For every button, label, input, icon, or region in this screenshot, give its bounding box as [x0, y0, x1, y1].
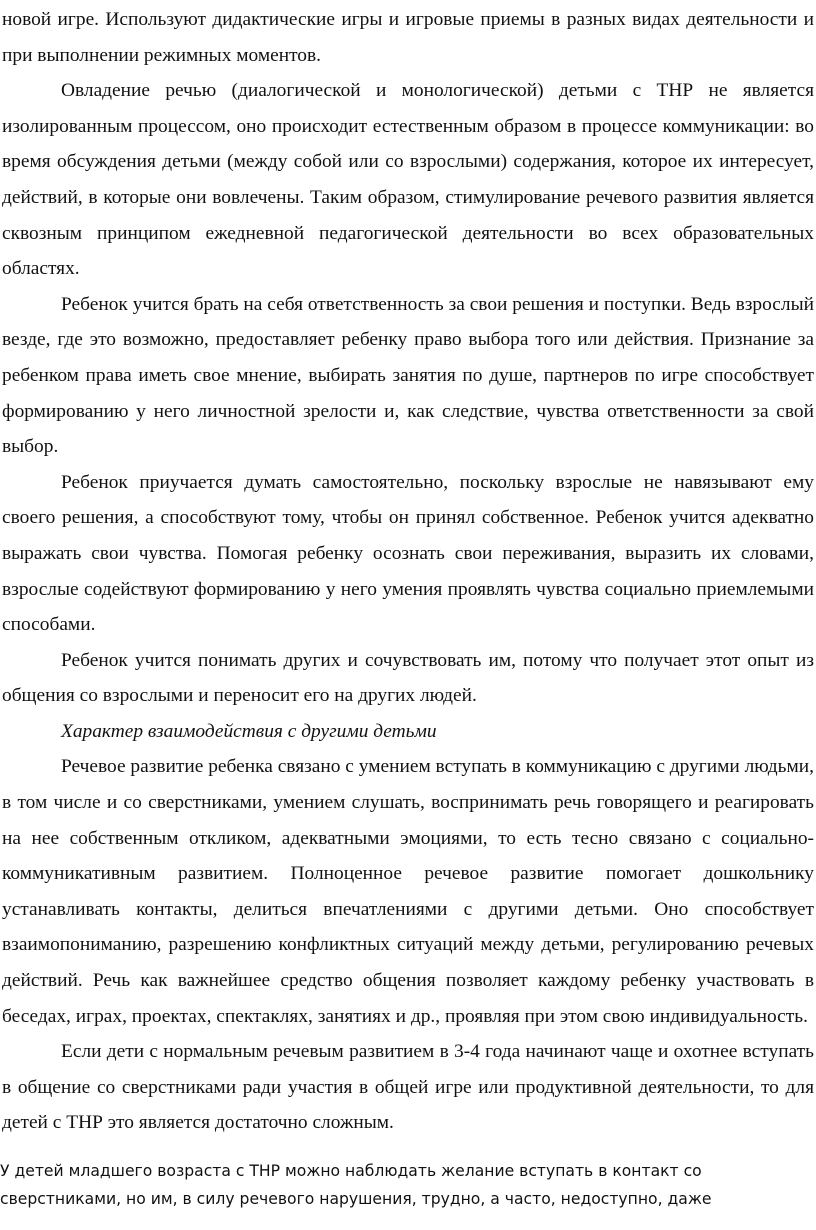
paragraph-7: Если дети с нормальным речевым развитием в 3-4 года начинают чаще и охотнее вступать в общение со сверстниками ради участия в общей игре или продуктивной деятельности, то для детей с ТНР это является достаточно сложным. [2, 1041, 814, 1134]
section-heading: Характер взаимодействия с другими детьми [61, 720, 437, 742]
paragraph-2: Овладение речью (диалогической и монологической) детьми с ТНР не является изолированным процессом, оно происходит естественным образом в процессе коммуникации: во время обсуждения детьми (между собой или со взрослыми) содержания, которое их интересует, действий, в которые они вовлечены. Таким образом, стимулирование речевого развития является сквозным принципом ежедневной педагогической деятельности во всех образовательных областях. [2, 80, 814, 280]
paragraph-1: новой игре. Используют дидактические игры и игровые приемы в разных видах деятельности и при выполнении режимных моментов. [2, 9, 814, 66]
footer-text-block [0, 1157, 812, 1213]
paragraph-4: Ребенок приучается думать самостоятельно, поскольку взрослые не навязывают ему своего решения, а способствуют тому, чтобы он принял собственное. Ребенок учится адекватно выражать свои чувства. Помогая ребенку осознать свои переживания, выразить их словами, взрослые содействуют формированию у него умения проявлять чувства социально приемлемыми способами. [2, 471, 814, 636]
paragraph-6: Речевое развитие ребенка связано с умением вступать в коммуникацию с другими людьми, в том числе и со сверстниками, умением слушать, воспринимать речь говорящего и реагировать на нее собственным откликом, адекватными эмоциями, то есть тесно связано с социально-коммуникативным развитием. Полноценное речевое развитие помогает дошкольнику устанавливать контакты, делиться впечатлениями с другими детьми. Оно способствует взаимопониманию, разрешению конфликтных ситуаций между детьми, регулированию речевых действий. Речь как важнейшее средство общения позволяет каждому ребенку участвовать в беседах, играх, проектах, спектаклях, занятиях и др., проявляя при этом свою индивидуальность. [2, 756, 815, 1027]
paragraph-5: Ребенок учится понимать других и сочувствовать им, потому что получает этот опыт из общения со взрослыми и переносит его на других людей. [2, 649, 814, 707]
footer-paragraph: У детей младшего возраста с ТНР можно наблюдать желание вступать в контакт со сверстниками, но им, в силу речевого нарушения, трудно, а часто, недоступно, даже [0, 1162, 712, 1208]
document-body [2, 2, 814, 1141]
paragraph-3: Ребенок учится брать на себя ответственность за свои решения и поступки. Ведь взрослый везде, где это возможно, предоставляет ребенку право выбора того или действия. Признание за ребенком права иметь свое мнение, выбирать занятия по душе, партнеров по игре способствует формированию у него личностной зрелости и, как следствие, чувства ответственности за свой выбор. [2, 293, 814, 458]
